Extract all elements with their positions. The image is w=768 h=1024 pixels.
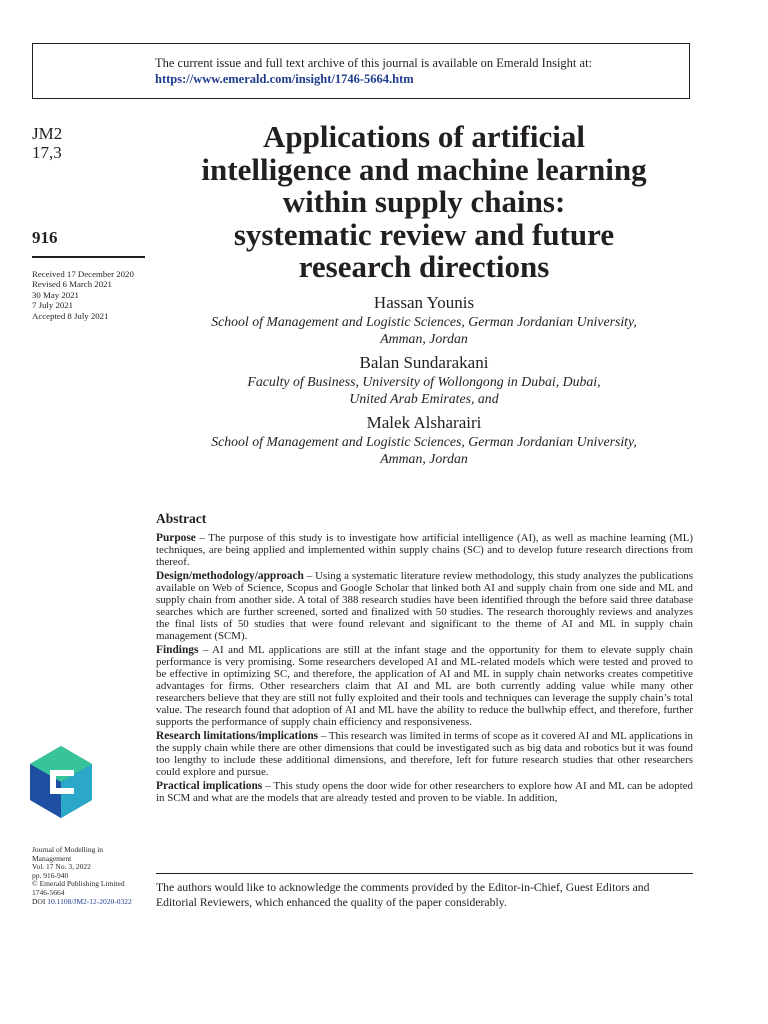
abstract-findings (156, 645, 693, 728)
abstract-design (156, 571, 693, 642)
banner-text: The current issue and full text archive of this journal is available on Emerald Insight at: (155, 56, 593, 70)
abstract-heading: Abstract (156, 511, 207, 526)
date-received: Received 17 December 2020 (32, 269, 134, 279)
journal-name-1: Journal of Modelling in (32, 845, 104, 854)
section-text: – This research was limited in terms of scope as it covered AI and ML applications in the supply chain while there are other dimensions that could be investigated such as big data and robotics but it was found too lengthy to include these additional dimensions, and therefore, left for future research studies that other researchers could explore and pursue. (156, 730, 693, 778)
section-label: Design/methodology/approach (156, 570, 304, 583)
date-accepted: Accepted 8 July 2021 (32, 310, 109, 321)
author-affiliation: School of Management and Logistic Sciences, German Jordanian University, Amman, Jordan (211, 314, 637, 346)
section-text: – The purpose of this study is to investigate how artificial intelligence (AI), as well as machine learning (ML) techniques, are being applied and implemented within supply chains (SC) and to develop future research directions from thereof. (156, 532, 693, 568)
abstract-limitations (156, 731, 693, 779)
banner-url-link[interactable]: https://www.emerald.com/insight/1746-5664.htm (155, 72, 414, 86)
journal-abbrev: JM2 (32, 124, 63, 143)
history-dates (32, 269, 134, 321)
author-name: Hassan Younis (373, 293, 475, 312)
section-label: Findings (156, 644, 199, 657)
section-label: Purpose (156, 532, 196, 544)
page-number: 916 (32, 228, 58, 247)
doi-line (32, 898, 147, 907)
section-text: – Using a systematic literature review methodology, this study analyzes the publications available on Web of Science, Scopus and Google Scholar that linked both AI and supply chain from one side and ML and supply chain from another side. A total of 388 research studies have been identified through the before said three database searches which are further screened, sorted and finalized with 50 studies. The research thoroughly reviews and analyzes the final lists of 50 studies that were found relevant and significant to the theme of AI and ML in supply chain management (SCM). (156, 570, 693, 642)
author-name: Balan Sundarakani (359, 353, 489, 372)
doi-link[interactable]: 10.1108/JM2-12-2020-0322 (47, 896, 132, 906)
section-text: – AI and ML applications are still at the infant stage and the opportunity for them to elevate supply chain performance is very promising. Some researchers developed AI and ML-related models which were tested and proved to be effective in optimizing SC, and therefore, the application of AI and ML in supply chain networks creates competitive advantages for firms. Other researchers claim that AI and ML are both currently adding value while many other researchers believe that they are still not fully exploited and their tools and techniques can leverage the supply chain’s total value. The research found that adoption of AI and ML have the ability to reduce the bullwhip effect, and therefore, further supports the performance of supply chain efficiency and responsiveness. (156, 644, 693, 728)
author-affiliation: School of Management and Logistic Sciences, German Jordanian University, Amman, Jordan (211, 434, 637, 466)
access-banner (32, 43, 690, 99)
date-revised-3: 7 July 2021 (32, 300, 74, 311)
volume-issue: 17,3 (32, 143, 62, 162)
journal-volume: Vol. 17 No. 3, 2022 (32, 862, 91, 872)
issn: 1746-5664 (32, 887, 65, 897)
author-block (156, 293, 692, 473)
journal-name-2: Management (32, 853, 72, 863)
abstract (156, 511, 693, 807)
section-text: – This study opens the door wide for other researchers to explore how AI and ML can be adopted in SCM and what are the models that are already tested and proven to be viable. In addition, (156, 780, 693, 805)
author-name: Malek Alsharairi (366, 413, 482, 432)
footnote-rule (156, 873, 693, 874)
date-revised: Revised 6 March 2021 (32, 279, 112, 290)
margin-rule (32, 256, 145, 258)
emerald-logo-icon (30, 746, 92, 818)
acknowledgement: The authors would like to acknowledge the comments provided by the Editor-in-Chief, Guest Editors and Editorial Reviewers, which enhanced the quality of the paper considerably. (156, 881, 650, 909)
doi-label: DOI (32, 896, 46, 906)
abstract-practical (156, 781, 693, 805)
section-label: Practical implications (156, 780, 263, 793)
journal-pages: pp. 916-940 (32, 870, 69, 880)
author-affiliation: Faculty of Business, University of Wollongong in Dubai, Dubai, United Arab Emirates, and (247, 374, 601, 406)
publisher: © Emerald Publishing Limited (32, 879, 125, 889)
date-revised-2: 30 May 2021 (32, 289, 79, 300)
journal-code (32, 124, 62, 162)
paper-title: Applications of artificial intelligence and machine learning within supply chains: systematic review and future research directions (201, 119, 647, 285)
abstract-purpose (156, 533, 693, 569)
journal-info (32, 846, 147, 906)
section-label: Research limitations/implications (156, 730, 319, 742)
